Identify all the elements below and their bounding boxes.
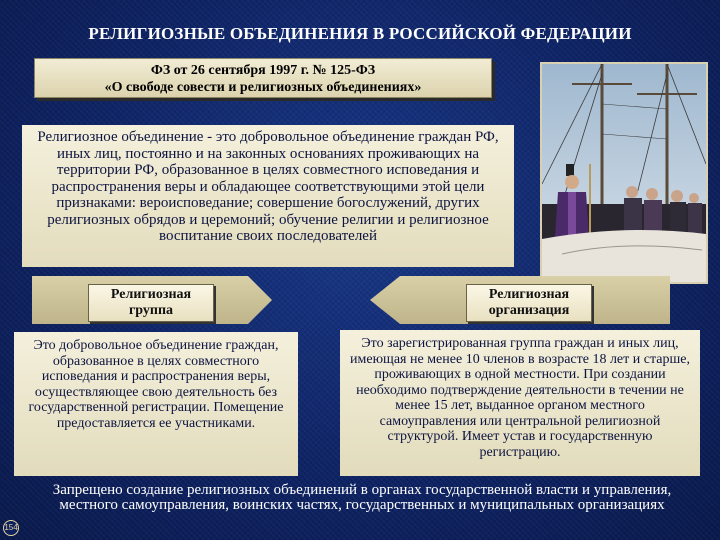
group-label-line1: Религиозная	[110, 287, 192, 302]
group-description: Это добровольное объединение граждан, образованное в целях совместного исповедания и распространения веры, осуществляющее свою деятельность без государственной регистрации. Помещение предоставляется ее участниками.	[14, 332, 298, 476]
law-number: ФЗ от 26 сентября 1997 г. № 125-ФЗ	[150, 63, 376, 78]
definition-text: Религиозное объединение - это добровольное объединение граждан РФ, иных лиц, постоянно и на законных основаниях проживающих на территории РФ, образованное в целях совместного исповедания и распространения веры и обладающее соответствующими этой цели признаками: вероисповедание; совершение богослужений, других религиозных обрядов и церемоний; обучение религии и религиозное воспитание своих последователей	[22, 125, 514, 267]
law-title: «О свободе совести и религиозных объединениях»	[104, 80, 422, 95]
clergy-photo	[540, 62, 708, 284]
organization-description: Это зарегистрированная группа граждан и иных лиц, имеющая не менее 10 членов в возрасте 18 лет и старше, проживающих в одной местности. При создании необходимо подтверждение деятельности в течении не менее 15 лет, выданное органом местного самоуправления или центральной религиозной структурой. Имеет устав и государственную регистрацию.	[340, 330, 700, 476]
group-label-line2: группа	[128, 303, 174, 318]
slide-title: РЕЛИГИОЗНЫЕ ОБЪЕДИНЕНИЯ В РОССИЙСКОЙ ФЕДЕРАЦИИ	[88, 24, 632, 43]
page-number: 154	[3, 520, 19, 536]
law-reference-box	[34, 58, 492, 98]
organization-label-line1: Религиозная	[488, 287, 570, 302]
religious-group-label	[88, 284, 214, 322]
organization-label-line2: организация	[488, 303, 570, 318]
religious-organization-label	[466, 284, 592, 322]
prohibition-note: Запрещено создание религиозных объединений в органах государственной власти и управления, местного самоуправления, воинских частях, государственных и муниципальных организациях	[52, 482, 672, 513]
clergy-photo-illustration	[542, 64, 706, 282]
